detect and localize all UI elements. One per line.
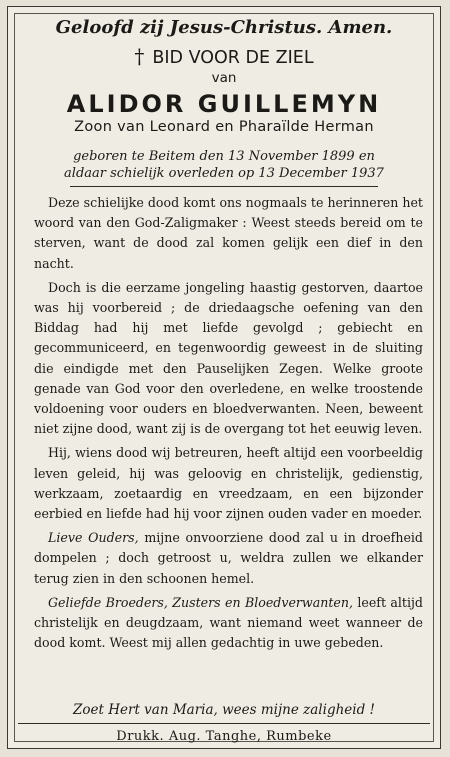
paragraph-1: Deze schielijke dood komt ons nogmaals te herinneren het woord van den God-Zaligmaker : Weest steeds bereid om te sterven, want de dood zal komen gelijk een dief in den nacht. [34, 195, 423, 271]
prayer-heading [8, 44, 440, 68]
divider-top [70, 186, 378, 187]
parents-line: Zoon van Leonard en Pharaïlde Herman [74, 119, 374, 135]
memorial-card [7, 6, 441, 749]
birth-death-dates [8, 148, 440, 182]
prayer-text: BID VOOR DE ZIEL [152, 48, 314, 68]
printer-credit: Drukk. Aug. Tanghe, Rumbeke [116, 729, 332, 744]
death-line: aldaar schielijk overleden op 13 December 1937 [64, 166, 384, 181]
paragraph-4-rest: mijne onvoorziene dood zal u in droefheid dompelen ; doch getroost u, weldra zullen we elkander terug zien in den schoonen hemel. [34, 530, 423, 586]
paragraph-5-lead: Geliefde Broeders, Zusters en Bloedverwanten, [48, 594, 353, 610]
paragraph-3: Hij, wiens dood wij betreuren, heeft altijd een voorbeeldig leven geleid, hij was geloovig en christelijk, gedienstig, werkzaam, zoetaardig en vreedzaam, en een bijzonder eerbied en liefde had hij voor zijnen ouden vader en moeder. [34, 445, 423, 522]
paragraph-5-rest: leeft altijd christelijk en deugdzaam, want niemand weet wanneer de dood komt. Weest mij allen gedachtig in uwe gebeden. [34, 594, 423, 651]
cross-icon: † [134, 44, 145, 68]
paragraph-2: Doch is die eerzame jongeling haastig gestorven, daartoe was hij voorbereid ; de driedaagsche oefening van den Biddag had hij met liefde gevolgd ; gebiecht en gecommuniceerd, en tegenwoordig geweest in de sluiting die eindigde met den Pauselijken Zegen. Welke groote genade van God voor den overledene, en welke troostende voldoening voor ouders en bloedverwanten. Neen, beweent niet zijne dood, want zij is de overgang tot het eeuwig leven. [34, 279, 423, 437]
van-label: van [211, 70, 237, 86]
divider-bottom [18, 723, 430, 724]
closing-prayer: Zoet Hert van Maria, wees mijne zaligheid ! [73, 702, 375, 718]
birth-line: geboren te Beitem den 13 November 1899 en [73, 149, 375, 164]
memorial-text [34, 193, 423, 657]
deceased-name: ALIDOR GUILLEMYN [66, 90, 382, 118]
paragraph-4 [34, 528, 423, 589]
invocation-line: Geloofd zij Jesus-Christus. Amen. [55, 17, 393, 38]
paragraph-4-lead: Lieve Ouders, [48, 530, 139, 546]
paragraph-5 [34, 593, 423, 654]
